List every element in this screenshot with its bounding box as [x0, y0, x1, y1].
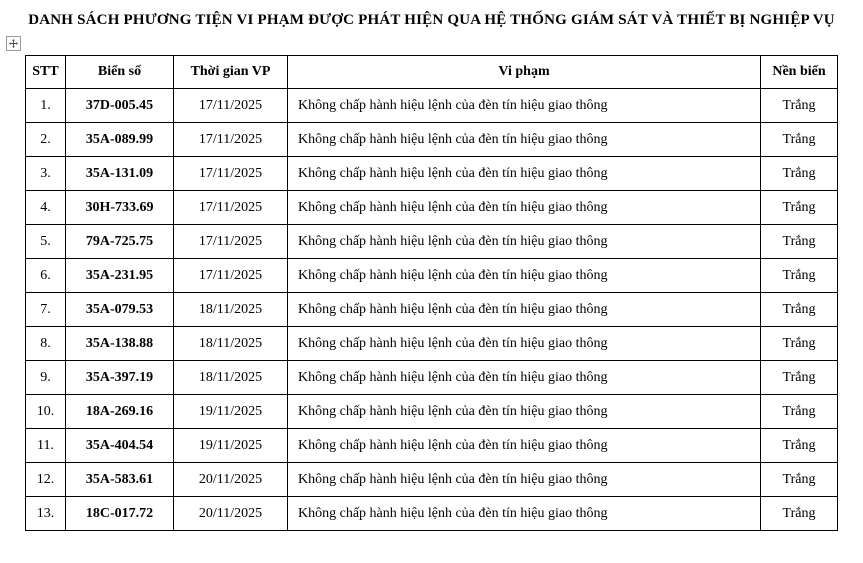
plate-cell: 18C-017.72 — [66, 497, 174, 531]
header-date: Thời gian VP — [174, 56, 288, 89]
plate-bg-cell: Trắng — [761, 157, 838, 191]
violation-cell: Không chấp hành hiệu lệnh của đèn tín hiệu giao thông — [288, 123, 761, 157]
date-cell: 17/11/2025 — [174, 89, 288, 123]
table-header — [26, 56, 838, 89]
plate-cell: 18A-269.16 — [66, 395, 174, 429]
table-row — [26, 361, 838, 395]
page-title: DANH SÁCH PHƯƠNG TIỆN VI PHẠM ĐƯỢC PHÁT HIỆN QUA HỆ THỐNG GIÁM SÁT VÀ THIẾT BỊ NGHIỆP VỤ — [28, 12, 835, 28]
table-row — [26, 429, 838, 463]
stt-cell: 2. — [26, 123, 66, 157]
plate-bg-cell: Trắng — [761, 191, 838, 225]
plate-cell: 35A-089.99 — [66, 123, 174, 157]
plate-bg-cell: Trắng — [761, 259, 838, 293]
date-cell: 18/11/2025 — [174, 327, 288, 361]
stt-cell: 1. — [26, 89, 66, 123]
plate-bg-cell: Trắng — [761, 395, 838, 429]
plate-cell: 35A-079.53 — [66, 293, 174, 327]
date-cell: 17/11/2025 — [174, 157, 288, 191]
violation-cell: Không chấp hành hiệu lệnh của đèn tín hiệu giao thông — [288, 293, 761, 327]
date-cell: 19/11/2025 — [174, 429, 288, 463]
violation-cell: Không chấp hành hiệu lệnh của đèn tín hiệu giao thông — [288, 259, 761, 293]
date-cell: 17/11/2025 — [174, 191, 288, 225]
header-violation: Vi phạm — [288, 56, 761, 89]
table-row — [26, 497, 838, 531]
violations-table — [25, 55, 838, 531]
table-row — [26, 191, 838, 225]
plate-bg-cell: Trắng — [761, 361, 838, 395]
stt-cell: 4. — [26, 191, 66, 225]
date-cell: 19/11/2025 — [174, 395, 288, 429]
stt-cell: 7. — [26, 293, 66, 327]
move-arrows-icon — [9, 39, 18, 48]
table-row — [26, 327, 838, 361]
violation-cell: Không chấp hành hiệu lệnh của đèn tín hiệu giao thông — [288, 395, 761, 429]
table-row — [26, 395, 838, 429]
plate-cell: 30H-733.69 — [66, 191, 174, 225]
violation-cell: Không chấp hành hiệu lệnh của đèn tín hiệu giao thông — [288, 89, 761, 123]
stt-cell: 8. — [26, 327, 66, 361]
plate-bg-cell: Trắng — [761, 497, 838, 531]
header-plate: Biển số — [66, 56, 174, 89]
plate-bg-cell: Trắng — [761, 89, 838, 123]
table-move-handle[interactable] — [6, 36, 21, 51]
plate-bg-cell: Trắng — [761, 463, 838, 497]
plate-cell: 35A-131.09 — [66, 157, 174, 191]
table-row — [26, 225, 838, 259]
date-cell: 17/11/2025 — [174, 123, 288, 157]
date-cell: 17/11/2025 — [174, 259, 288, 293]
stt-cell: 5. — [26, 225, 66, 259]
violation-cell: Không chấp hành hiệu lệnh của đèn tín hiệu giao thông — [288, 497, 761, 531]
table-row — [26, 463, 838, 497]
table-row — [26, 259, 838, 293]
violation-cell: Không chấp hành hiệu lệnh của đèn tín hiệu giao thông — [288, 327, 761, 361]
stt-cell: 10. — [26, 395, 66, 429]
date-cell: 18/11/2025 — [174, 361, 288, 395]
date-cell: 20/11/2025 — [174, 497, 288, 531]
date-cell: 18/11/2025 — [174, 293, 288, 327]
date-cell: 20/11/2025 — [174, 463, 288, 497]
plate-cell: 35A-583.61 — [66, 463, 174, 497]
stt-cell: 9. — [26, 361, 66, 395]
violation-cell: Không chấp hành hiệu lệnh của đèn tín hiệu giao thông — [288, 225, 761, 259]
plate-cell: 35A-231.95 — [66, 259, 174, 293]
plate-bg-cell: Trắng — [761, 327, 838, 361]
plate-cell: 37D-005.45 — [66, 89, 174, 123]
plate-cell: 35A-138.88 — [66, 327, 174, 361]
plate-cell: 79A-725.75 — [66, 225, 174, 259]
table-row — [26, 123, 838, 157]
violation-cell: Không chấp hành hiệu lệnh của đèn tín hiệu giao thông — [288, 361, 761, 395]
plate-cell: 35A-397.19 — [66, 361, 174, 395]
table-body — [26, 89, 838, 531]
stt-cell: 12. — [26, 463, 66, 497]
violation-cell: Không chấp hành hiệu lệnh của đèn tín hiệu giao thông — [288, 429, 761, 463]
plate-cell: 35A-404.54 — [66, 429, 174, 463]
stt-cell: 13. — [26, 497, 66, 531]
violation-cell: Không chấp hành hiệu lệnh của đèn tín hiệu giao thông — [288, 157, 761, 191]
table-row — [26, 293, 838, 327]
stt-cell: 11. — [26, 429, 66, 463]
plate-bg-cell: Trắng — [761, 293, 838, 327]
stt-cell: 6. — [26, 259, 66, 293]
plate-bg-cell: Trắng — [761, 429, 838, 463]
header-row — [26, 56, 838, 89]
table-row — [26, 89, 838, 123]
date-cell: 17/11/2025 — [174, 225, 288, 259]
plate-bg-cell: Trắng — [761, 123, 838, 157]
violation-cell: Không chấp hành hiệu lệnh của đèn tín hiệu giao thông — [288, 463, 761, 497]
header-plate-bg: Nền biển — [761, 56, 838, 89]
violation-cell: Không chấp hành hiệu lệnh của đèn tín hiệu giao thông — [288, 191, 761, 225]
stt-cell: 3. — [26, 157, 66, 191]
header-stt: STT — [26, 56, 66, 89]
plate-bg-cell: Trắng — [761, 225, 838, 259]
table-row — [26, 157, 838, 191]
